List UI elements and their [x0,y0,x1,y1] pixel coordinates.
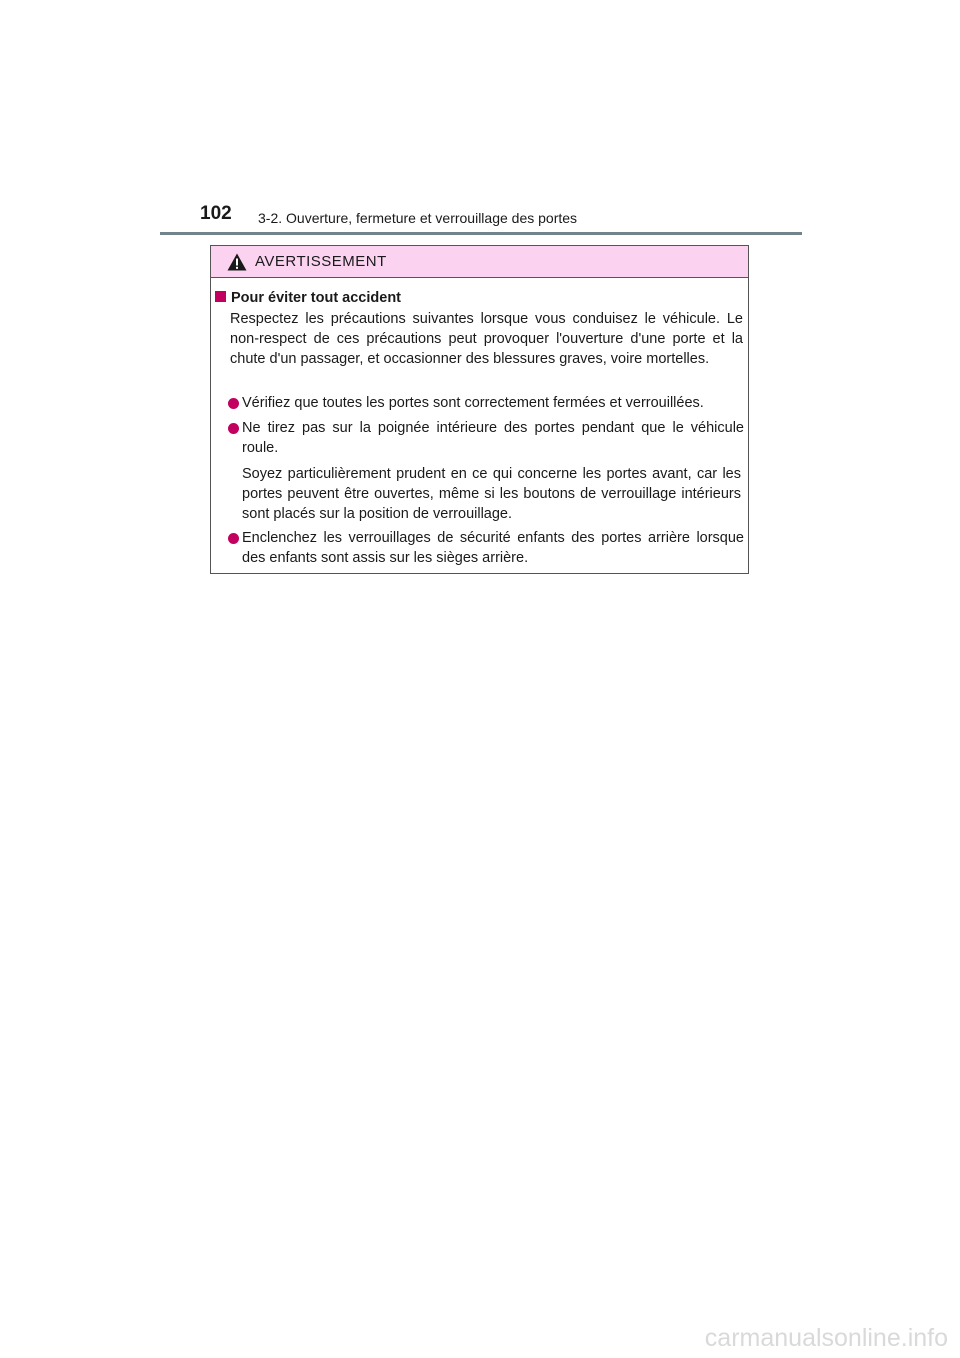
header-rule [160,232,802,235]
bullet-note: Soyez particulièrement prudent en ce qui concerne les portes avant, car les portes peuvent être ouvertes, même si les boutons de verrouillage intérieurs sont placés sur la position de verrouillage. [242,466,741,522]
square-bullet-icon [215,291,226,302]
warning-triangle-icon [227,253,247,271]
warning-box [210,245,749,574]
circle-bullet-icon [228,423,239,434]
watermark: carmanualsonline.info [704,1324,948,1352]
warning-title: AVERTISSEMENT [255,253,387,270]
page-number: 102 [200,203,232,224]
circle-bullet-icon [228,398,239,409]
circle-bullet-icon [228,533,239,544]
bullet-text: Vérifiez que toutes les portes sont correctement fermées et verrouillées. [242,395,704,411]
warning-header [211,246,748,278]
bullet-text: Enclenchez les verrouillages de sécurité enfants des portes arrière lorsque des enfants sont assis sur les sièges arrière. [242,530,744,566]
warning-intro: Respectez les précautions suivantes lorsque vous conduisez le véhicule. Le non-respect de ces précautions peut provoquer l'ouverture d'une porte et la chute d'un passager, et occasionner des blessures graves, voire mortelles. [230,311,743,367]
section-title: 3-2. Ouverture, fermeture et verrouillage des portes [258,210,578,226]
warning-topic [215,288,401,308]
warning-topic-text: Pour éviter tout accident [231,290,402,306]
page-header [160,200,802,236]
bullet-text: Ne tirez pas sur la poignée intérieure des portes pendant que le véhicule roule. [242,420,744,456]
